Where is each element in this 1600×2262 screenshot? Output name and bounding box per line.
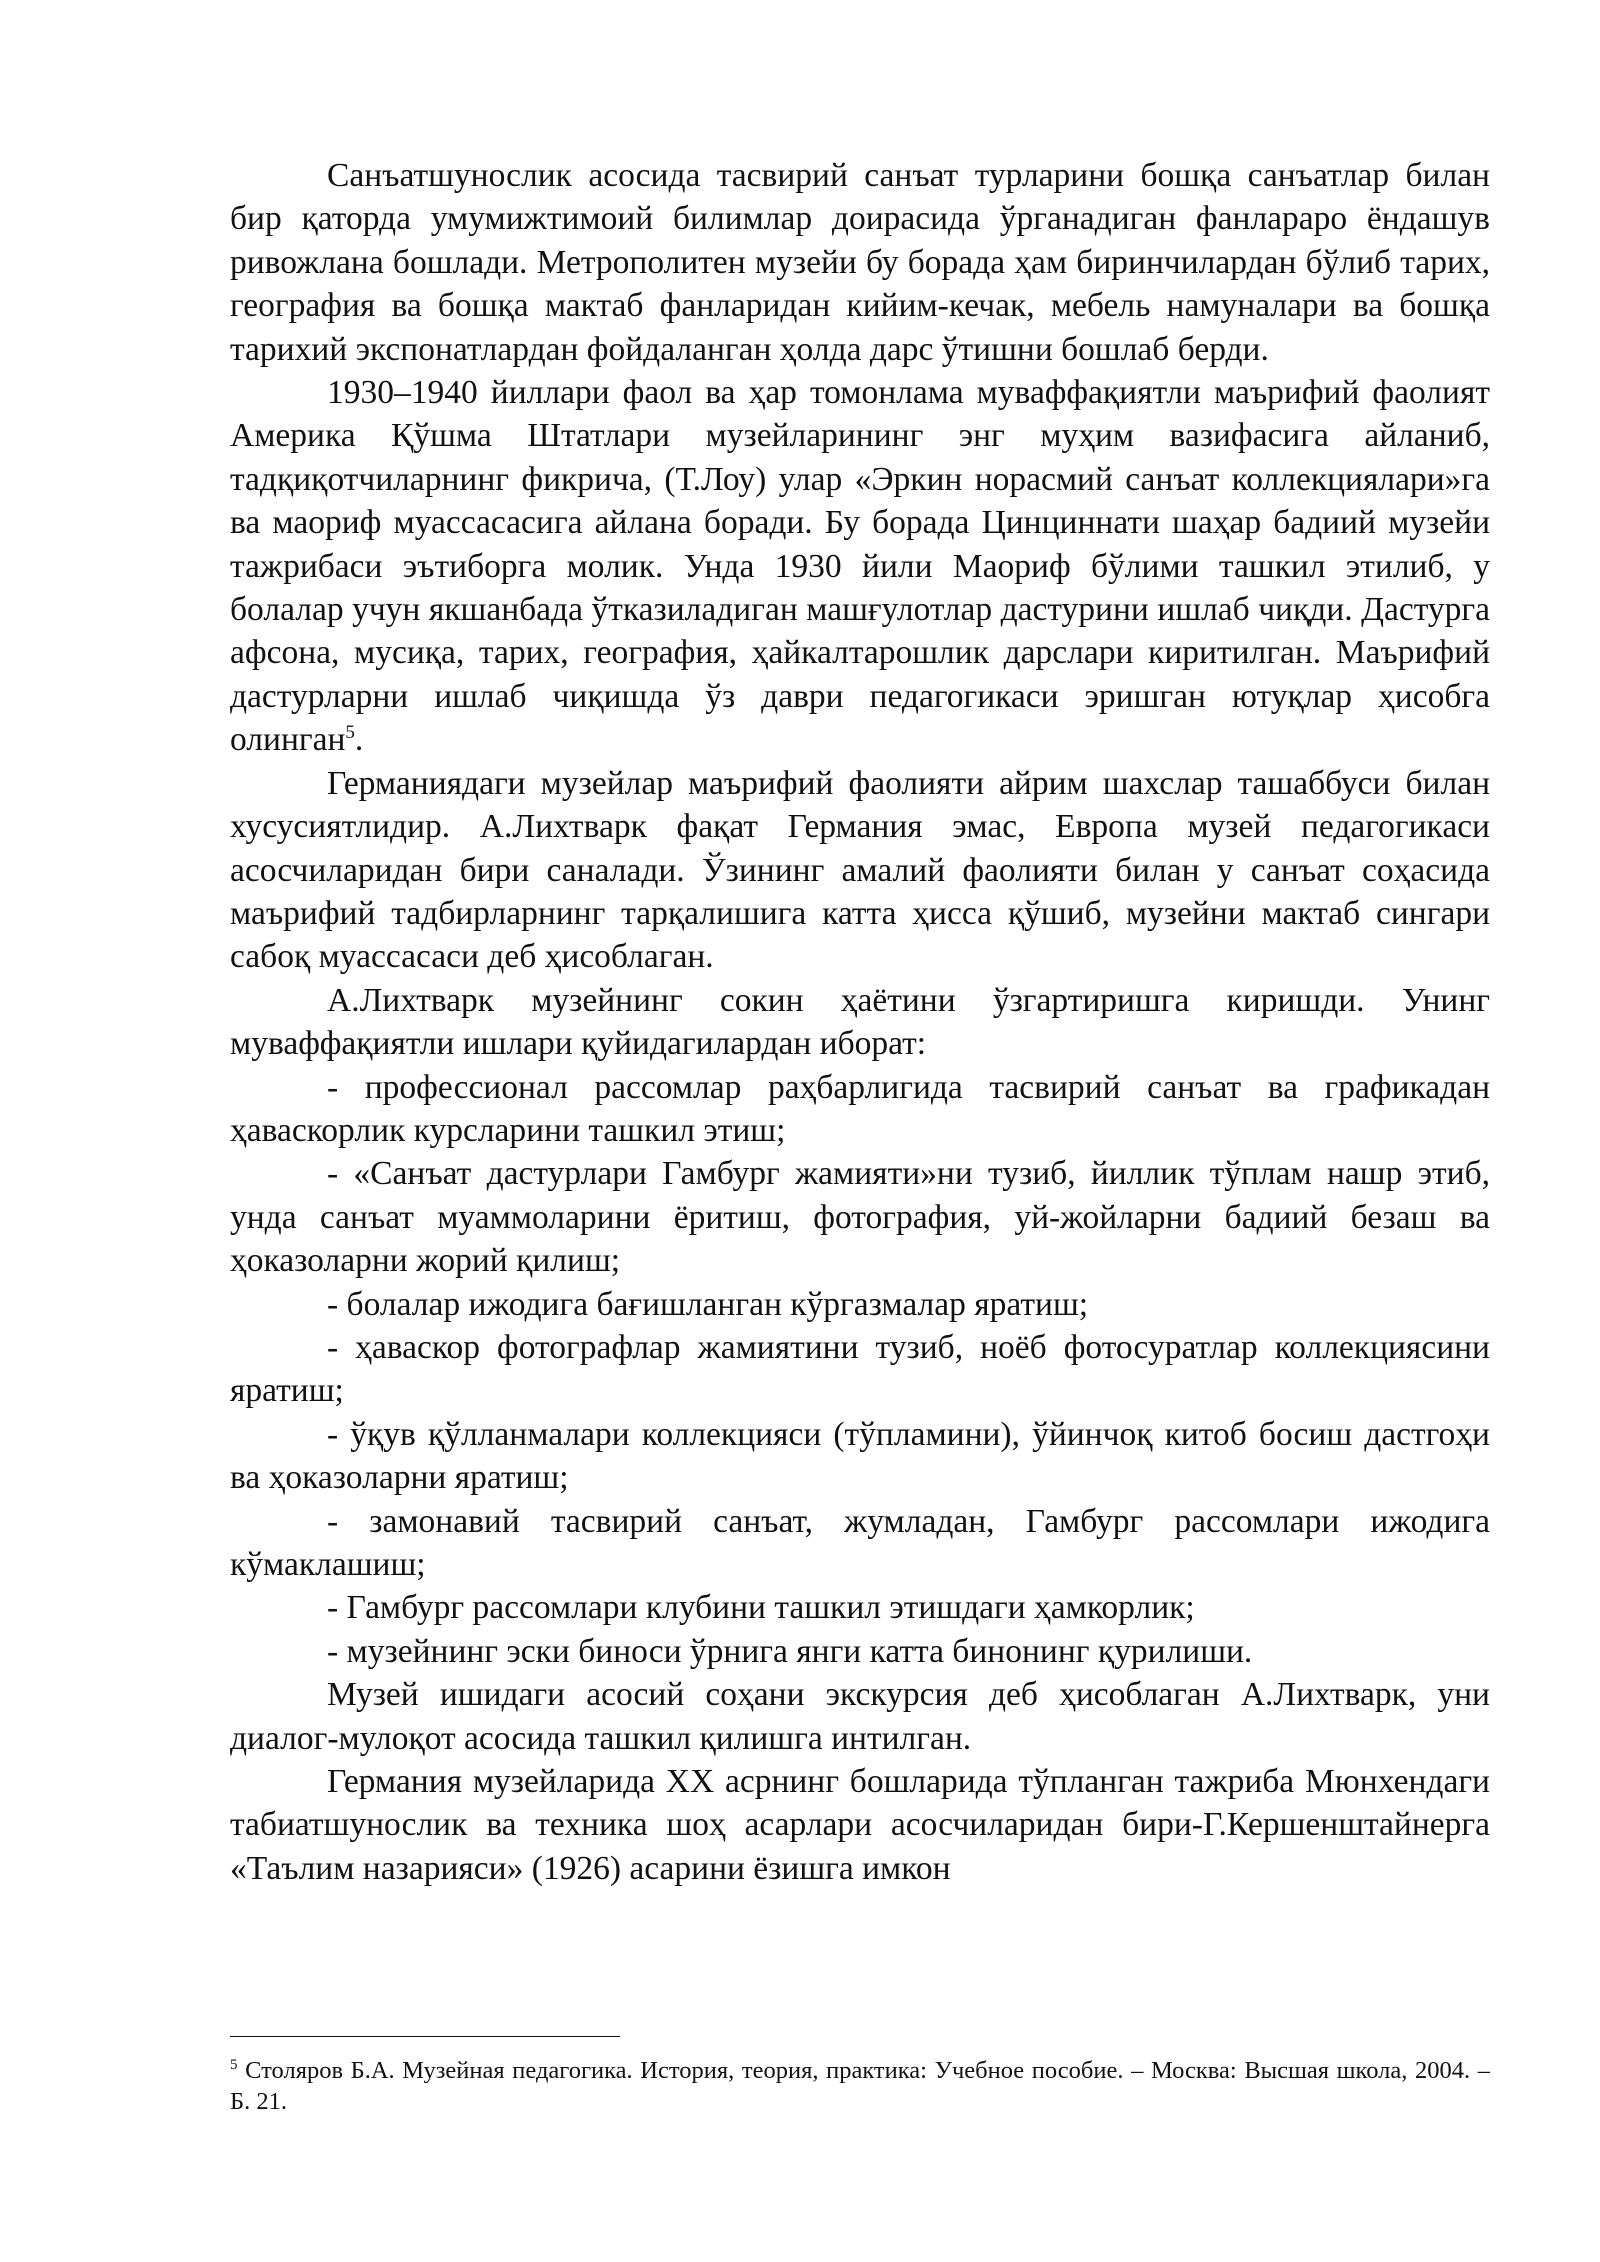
list-item-3: - болалар ижодига бағишланган кўргазмалар яратиш;: [327, 1285, 1089, 1323]
footnote-text: Столяров Б.А. Музейная педагогика. История, теория, практика: Учебное пособие. – Москва: Высшая школа, 2004. – Б. 21.: [230, 2057, 1490, 2115]
list-item-5: - ўқув қўлланмалари коллекцияси (тўпламини), ўйинчоқ китоб босиш дастгоҳи ва ҳоказоларни яратиш;: [230, 1415, 1490, 1497]
paragraph-2-text: 1930–1940 йиллари фаол ва ҳар томонлама муваффақиятли маърифий фаолият Америка Қўшма Штатлари музейларининг энг муҳим вазифасига айланиб, тадқиқотчиларнинг фикрича, (Т.Лоу) улар «Эркин норасмий санъат коллекциялари»га ва маориф муассасасига айлана боради. Бу борада Цинциннати шаҳар бадиий музейи тажрибаси эътиборга молик. Унда 1930 йили Маориф бўлими ташкил этилиб, у болалар учун якшанбада ўтказиладиган машғулотлар дастурини ишлаб чиқди. Дастурга афсона, мусиқа, тарих, география, ҳайкалтарошлик дарслари киритилган. Маърифий дастурларни ишлаб чиқишда ўз даври педагогикаси эришган ютуқлар ҳисобга олинган: [230, 374, 1490, 759]
paragraph-2-period: .: [354, 721, 364, 759]
body-text: [230, 154, 1490, 1890]
paragraph-4: А.Лихтварк музейнинг сокин ҳаётини ўзгартиришга киришди. Унинг муваффақиятли ишлари қуйидагилардан иборат:: [230, 981, 1490, 1063]
list-item-4: - ҳаваскор фотографлар жамиятини тузиб, ноёб фотосуратлар коллекциясини яратиш;: [230, 1328, 1490, 1410]
list-item-2: - «Санъат дастурлари Гамбург жамияти»ни тузиб, йиллик тўплам нашр этиб, унда санъат муаммоларини ёритиш, фотография, уй-жойларни бадиий безаш ва ҳоказоларни жорий қилиш;: [230, 1155, 1490, 1280]
list-item-7: - Гамбург рассомлари клубини ташкил этишдаги ҳамкорлик;: [327, 1589, 1195, 1627]
list-item-6: - замонавий тасвирий санъат, жумладан, Гамбург рассомлари ижодига кўмаклашиш;: [230, 1502, 1490, 1583]
footnote: [230, 2055, 1490, 2117]
footnote-marker: 5: [230, 2056, 238, 2073]
paragraph-5: Музей ишидаги асосий соҳани экскурсия деб ҳисоблаган А.Лихтварк, уни диалог-мулоқот асосида ташкил қилишга интилган.: [230, 1676, 1490, 1757]
footnote-reference[interactable]: 5: [345, 722, 355, 744]
paragraph-1: Санъатшунослик асосида тасвирий санъат турларини бошқа санъатлар билан бир қаторда умумижтимоий билимлар доирасида ўрганадиган фанлараро ёндашув ривожлана бошлади. Метрополитен музейи бу борада ҳам биринчилардан бўлиб тарих, география ва бошқа мактаб фанларидан кийим-кечак, мебель намуналари ва бошқа тарихий экспонатлардан фойдаланган ҳолда дарс ўтишни бошлаб берди.: [230, 157, 1490, 368]
footnote-separator: [230, 2036, 620, 2037]
paragraph-3: Германиядаги музейлар маърифий фаолияти айрим шахслар ташаббуси билан хусусиятлидир. А.Лихтварк фақат Германия эмас, Европа музей педагогикаси асосчиларидан бири саналади. Ўзининг амалий фаолияти билан у санъат соҳасида маърифий тадбирларнинг тарқалишига катта ҳисса қўшиб, музейни мактаб сингари сабоқ муассасаси деб ҳисоблаган.: [230, 764, 1490, 976]
paragraph-2: [230, 371, 1490, 762]
list-item-1: - профессионал рассомлар раҳбарлигида тасвирий санъат ва графикадан ҳаваскорлик курсларини ташкил этиш;: [230, 1068, 1490, 1149]
paragraph-6: Германия музейларида XX асрнинг бошларида тўпланган тажриба Мюнхендаги табиатшунослик ва техника шоҳ асарлари асосчиларидан бири-Г.Кершенштайнерга «Таълим назарияси» (1926) асарини ёзишга имкон: [230, 1763, 1490, 1887]
list-item-8: - музейнинг эски биноси ўрнига янги катта бинонинг қурилиши.: [327, 1632, 1253, 1670]
